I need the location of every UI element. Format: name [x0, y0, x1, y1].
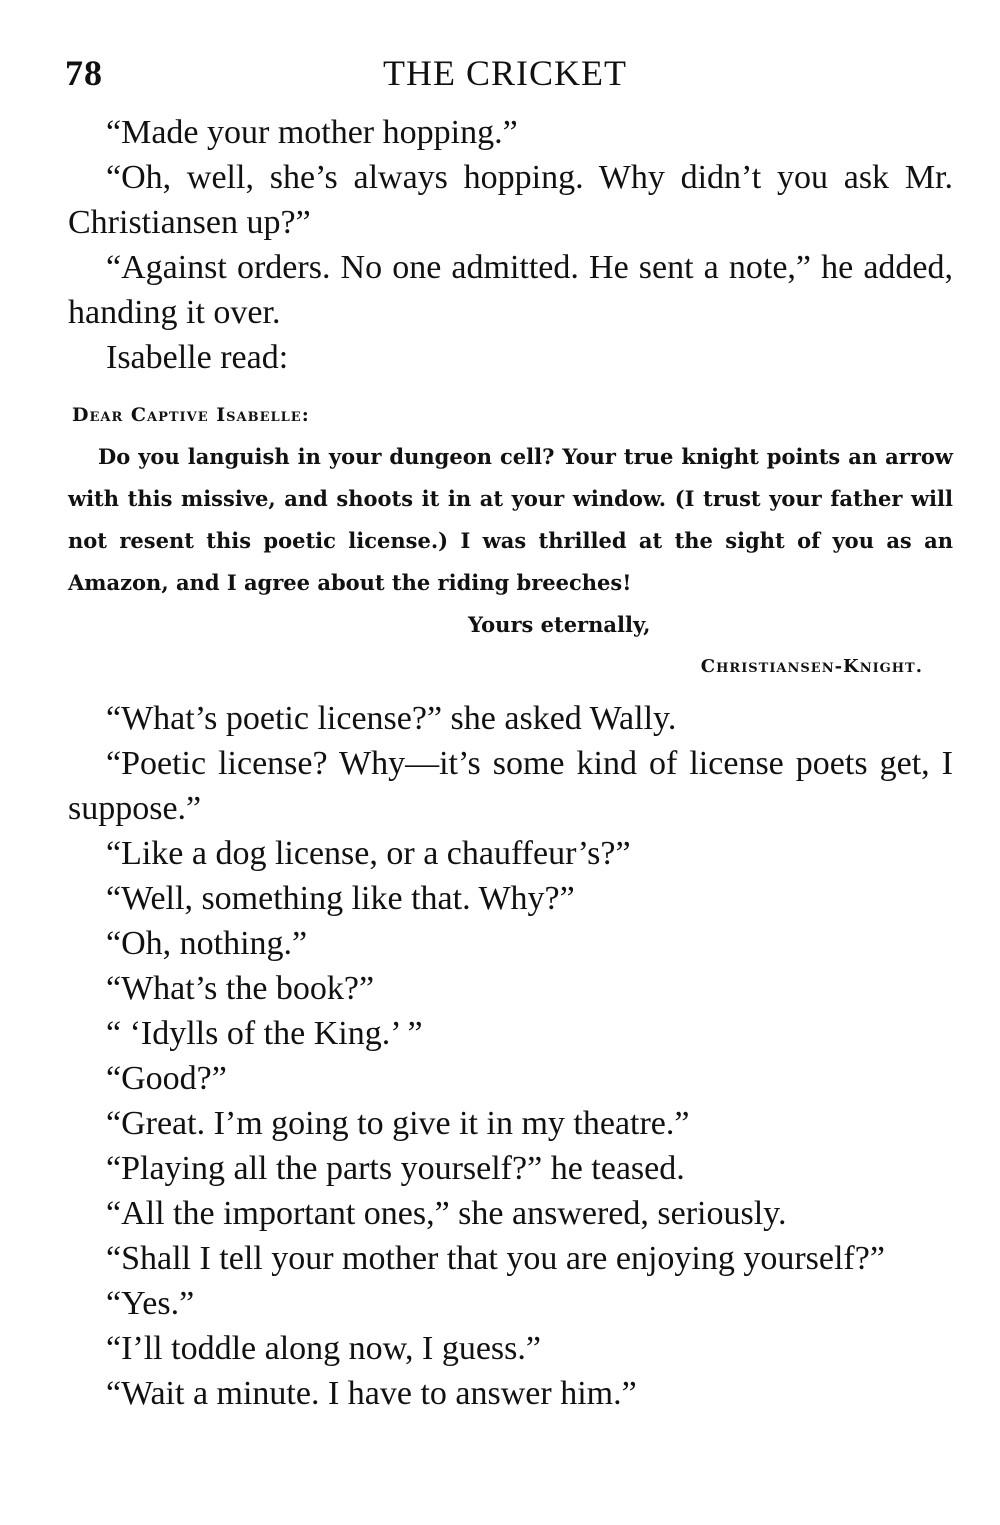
- paragraph: “Playing all the parts yourself?” he teased.: [106, 1150, 685, 1187]
- running-title: THE CRICKET: [383, 53, 627, 93]
- paragraph: “Poetic license? Why—it’s some kind of license poets get, I suppose.”: [68, 745, 953, 827]
- letter-closing: Yours eternally,: [468, 612, 651, 637]
- paragraph: “Oh, nothing.”: [106, 925, 308, 962]
- page-number: 78: [65, 53, 103, 93]
- paragraph: “Made your mother hopping.”: [106, 114, 518, 151]
- paragraph: “Like a dog license, or a chauffeur’s?”: [106, 835, 631, 872]
- paragraph: “Yes.”: [106, 1285, 195, 1322]
- paragraph: “ ‘Idylls of the King.’ ”: [106, 1015, 423, 1052]
- paragraph: “Against orders. No one admitted. He sent a note,” he added, handing it over.: [68, 249, 953, 331]
- paragraph: “Good?”: [106, 1060, 227, 1097]
- paragraph: “What’s poetic license?” she asked Wally.: [106, 700, 677, 737]
- paragraph: “Well, something like that. Why?”: [106, 880, 575, 917]
- quoted-letter: [68, 394, 953, 688]
- paragraph: Isabelle read:: [106, 339, 289, 376]
- running-header: [65, 52, 945, 102]
- letter-signature: Christiansen-Knight.: [700, 656, 923, 677]
- paragraph: “Oh, well, she’s always hopping. Why didn’t you ask Mr. Christiansen up?”: [68, 159, 953, 241]
- paragraph: “Great. I’m going to give it in my theatre.”: [106, 1105, 690, 1142]
- page-body: [68, 110, 953, 1416]
- paragraph: “I’ll toddle along now, I guess.”: [106, 1330, 541, 1367]
- paragraph: “All the important ones,” she answered, seriously.: [106, 1195, 787, 1232]
- letter-salutation: Dear Captive Isabelle:: [72, 404, 310, 426]
- paragraph: “Shall I tell your mother that you are enjoying yourself?”: [106, 1240, 885, 1277]
- letter-body: Do you languish in your dungeon cell? Your true knight points an arrow with this missive, and shoots it in at your window. (I trust your father will not resent this poetic license.) I was thrilled at the sight of you as an Amazon, and I agree about the riding breeches!: [68, 444, 953, 595]
- paragraph: “Wait a minute. I have to answer him.”: [106, 1375, 637, 1412]
- paragraph: “What’s the book?”: [106, 970, 375, 1007]
